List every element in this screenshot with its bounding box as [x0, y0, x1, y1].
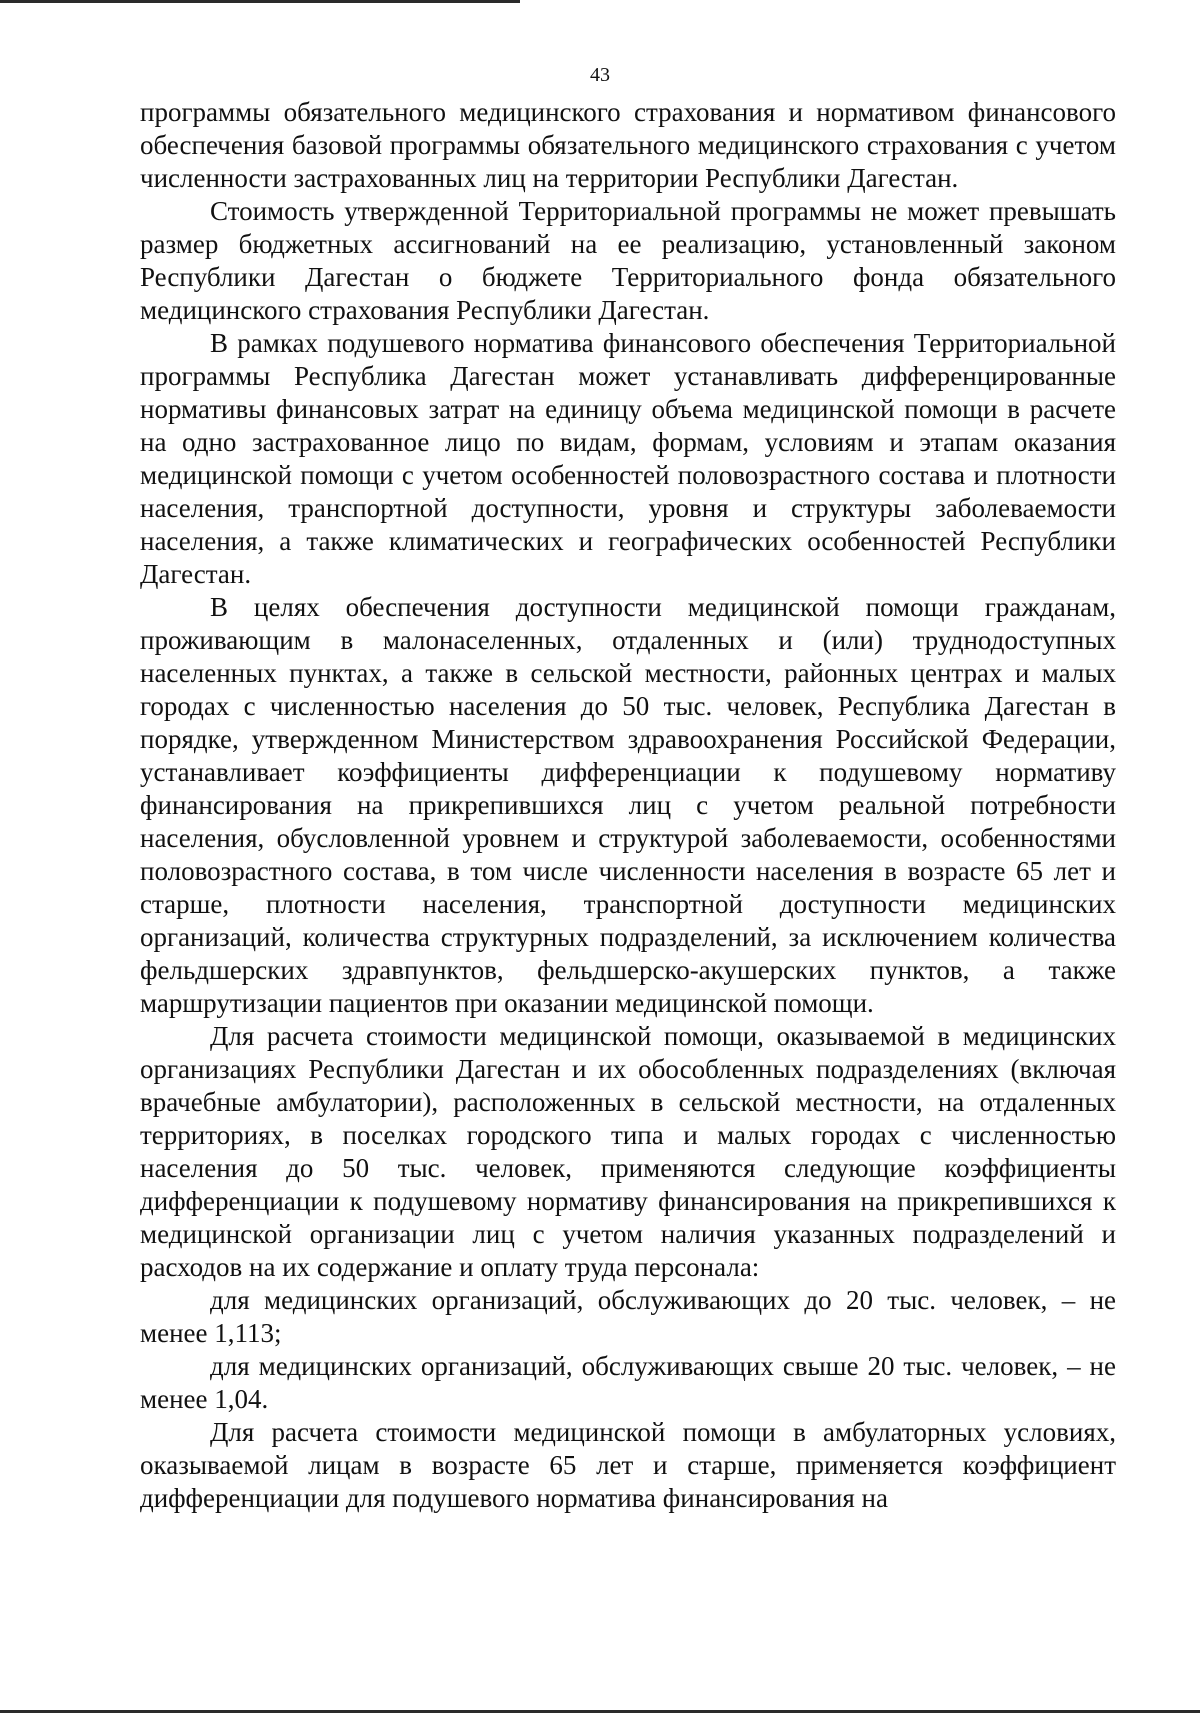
paragraph-1: программы обязательного медицинского страхования и нормативом финансового обеспечения базовой программы обязательного медицинского страхования с учетом численности застрахованных лиц на территории Республики Дагестан.: [140, 97, 1116, 193]
paragraph-8: Для расчета стоимости медицинской помощи в амбулаторных условиях, оказываемой лицам в возрасте 65 лет и старше, применяется коэффициент дифференциации для подушевого норматива финансирования на: [140, 1417, 1116, 1513]
document-body: [140, 96, 1116, 1515]
paragraph-3: В рамках подушевого норматива финансового обеспечения Территориальной программы Республика Дагестан может устанавливать дифференцированные нормативы финансовых затрат на единицу объема медицинской помощи в расчете на одно застрахованное лицо по видам, формам, условиям и этапам оказания медицинской помощи с учетом особенностей половозрастного состава и плотности населения, транспортной доступности, уровня и структуры заболеваемости населения, а также климатических и географических особенностей Республики Дагестан.: [140, 328, 1116, 589]
page-number: 43: [590, 64, 610, 86]
paragraph-4: В целях обеспечения доступности медицинской помощи гражданам, проживающим в малонаселенных, отдаленных и (или) труднодоступных населенных пунктах, а также в сельской местности, районных центрах и малых городах с численностью населения до 50 тыс. человек, Республика Дагестан в порядке, утвержденном Министерством здравоохранения Российской Федерации, устанавливает коэффициенты дифференциации к подушевому нормативу финансирования на прикрепившихся лиц с учетом реальной потребности населения, обусловленной уровнем и структурой заболеваемости, особенностями половозрастного состава, в том числе численности населения в возрасте 65 лет и старше, плотности населения, транспортной доступности медицинских организаций, количества структурных подразделений, за исключением количества фельдшерских здравпунктов, фельдшерско-акушерских пунктов, а также маршрутизации пациентов при оказании медицинской помощи.: [140, 592, 1116, 1018]
paragraph-7: для медицинских организаций, обслуживающих свыше 20 тыс. человек, – не менее 1,04.: [140, 1351, 1116, 1414]
paragraph-2: Стоимость утвержденной Территориальной программы не может превышать размер бюджетных ассигнований на ее реализацию, установленный законом Республики Дагестан о бюджете Территориального фонда обязательного медицинского страхования Республики Дагестан.: [140, 196, 1116, 325]
scan-edge-top: [0, 0, 520, 3]
paragraph-6: для медицинских организаций, обслуживающих до 20 тыс. человек, – не менее 1,113;: [140, 1285, 1116, 1348]
paragraph-5: Для расчета стоимости медицинской помощи, оказываемой в медицинских организациях Республики Дагестан и их обособленных подразделениях (включая врачебные амбулатории), расположенных в сельской местности, на отдаленных территориях, в поселках городского типа и малых городах с численностью населения до 50 тыс. человек, применяются следующие коэффициенты дифференциации к подушевому нормативу финансирования на прикрепившихся к медицинской организации лиц с учетом наличия указанных подразделений и расходов на их содержание и оплату труда персонала:: [140, 1021, 1116, 1282]
